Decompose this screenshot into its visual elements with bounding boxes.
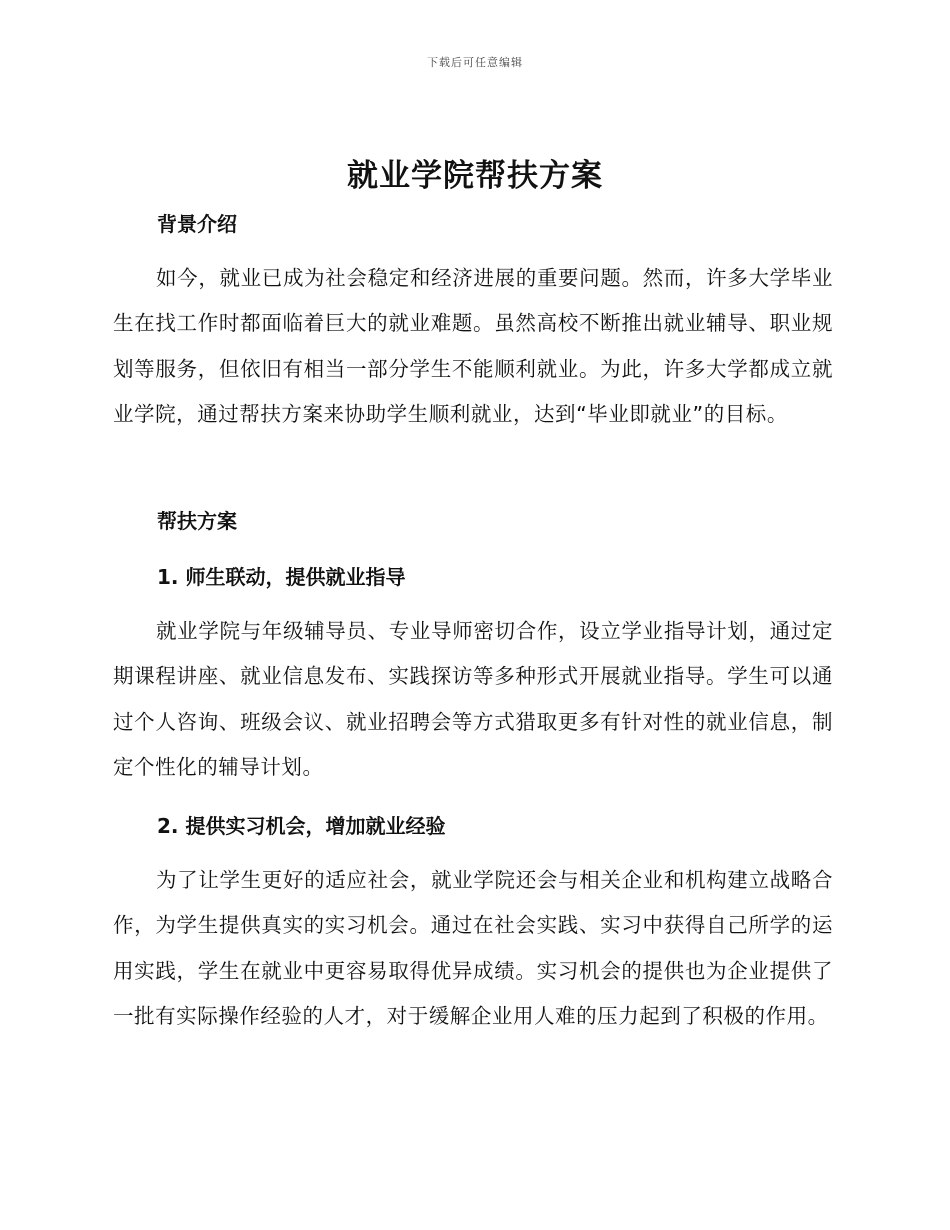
subsection-heading-internship: 2. 提供实习机会，增加就业经验 [157, 814, 446, 838]
section-heading-plan: 帮扶方案 [157, 509, 237, 533]
paragraph-internship: 为了让学生更好的适应社会，就业学院还会与相关企业和机构建立战略合作，为学生提供真实的实习机会。通过在社会实践、实习中获得自己所学的运用实践，学生在就业中更容易取得优异成绩。实习机会的提供也为企业提供了一批有实际操作经验的人才，对于缓解企业用人难的压力起到了积极的作用。 [113, 868, 833, 1028]
document-title: 就业学院帮扶方案 [347, 158, 603, 194]
paragraph-guidance: 就业学院与年级辅导员、专业导师密切合作，设立学业指导计划，通过定期课程讲座、就业信息发布、实践探访等多种形式开展就业指导。学生可以通过个人咨询、班级会议、就业招聘会等方式猎取更多有针对性的就业信息，制定个性化的辅导计划。 [113, 619, 833, 779]
section-heading-background: 背景介绍 [157, 212, 237, 236]
subsection-heading-guidance: 1. 师生联动，提供就业指导 [157, 565, 406, 589]
page-header-note: 下载后可任意编辑 [427, 56, 523, 69]
paragraph-background: 如今，就业已成为社会稳定和经济进展的重要问题。然而，许多大学毕业生在找工作时都面临着巨大的就业难题。虽然高校不断推出就业辅导、职业规划等服务，但依旧有相当一部分学生不能顺利就业。为此，许多大学都成立就业学院，通过帮扶方案来协助学生顺利就业，达到“毕业即就业”的目标。 [113, 266, 833, 426]
